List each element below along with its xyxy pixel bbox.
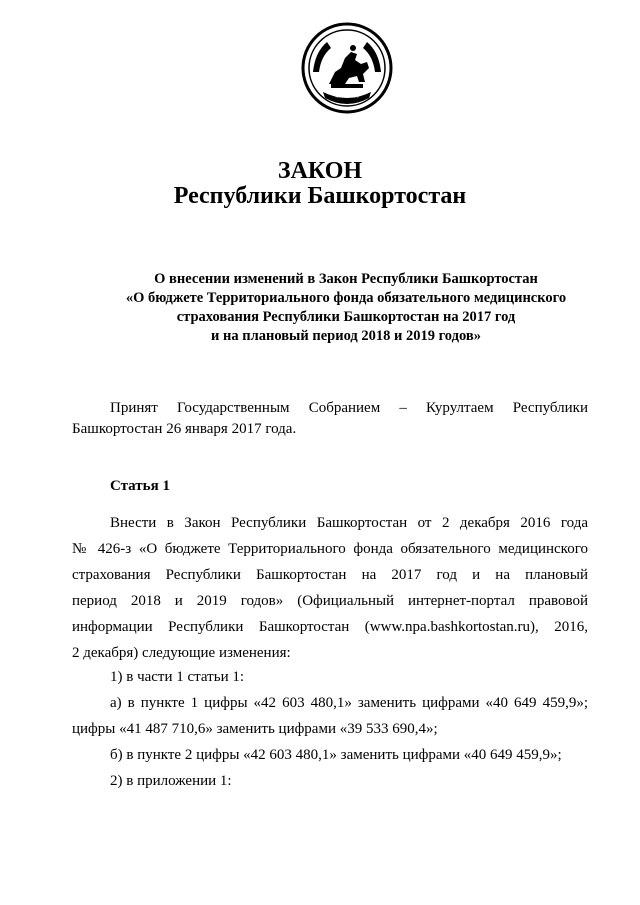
subtitle-line: «О бюджете Территориального фонда обязательного медицинского bbox=[125, 290, 567, 306]
coat-of-arms-icon bbox=[301, 22, 393, 114]
article-line: № 426-з «О бюджете Территориального фонда обязательного медицинского bbox=[72, 541, 588, 557]
article-line: информации Республики Башкортостан (www.npa.bashkortostan.ru), 2016, bbox=[72, 619, 588, 635]
law-subtitle bbox=[96, 270, 596, 346]
article-heading: Статья 1 bbox=[110, 478, 170, 494]
article-line: 2 декабря) следующие изменения: bbox=[72, 645, 291, 661]
article-body bbox=[72, 510, 588, 666]
law-title: ЗАКОН bbox=[277, 158, 363, 184]
subtitle-line: и на плановый период 2018 и 2019 годов» bbox=[211, 328, 481, 344]
amendment-item: 1) в части 1 статьи 1: bbox=[110, 669, 245, 685]
subtitle-line: О внесении изменений в Закон Республики Башкортостан bbox=[154, 271, 538, 287]
amendment-item: 2) в приложении 1: bbox=[110, 773, 232, 789]
article-line: период 2018 и 2019 годов» (Официальный интернет-портал правовой bbox=[72, 593, 588, 609]
svg-text:~~~~~~~~: ~~~~~~~~ bbox=[335, 95, 359, 101]
amendment-item: б) в пункте 2 цифры «42 603 480,1» заменить цифрами «40 649 459,9»; bbox=[110, 747, 562, 763]
amendment-item: а) в пункте 1 цифры «42 603 480,1» заменить цифрами «40 649 459,9»; цифры «41 487 710,6» заменить цифрами «39 533 690,4»; bbox=[72, 695, 588, 737]
subtitle-line: страхования Республики Башкортостан на 2017 год bbox=[176, 309, 516, 325]
article-line: страхования Республики Башкортостан на 2017 год и на плановый bbox=[72, 567, 588, 583]
adoption-line: Башкортостан 26 января 2017 года. bbox=[72, 421, 297, 437]
law-title-republic: Республики Башкортостан bbox=[173, 183, 467, 209]
adoption-statement bbox=[72, 398, 588, 440]
adoption-line: Принят Государственным Собранием – Курултаем Республики bbox=[110, 400, 588, 416]
article-line: Внести в Закон Республики Башкортостан от 2 декабря 2016 года bbox=[110, 515, 588, 531]
